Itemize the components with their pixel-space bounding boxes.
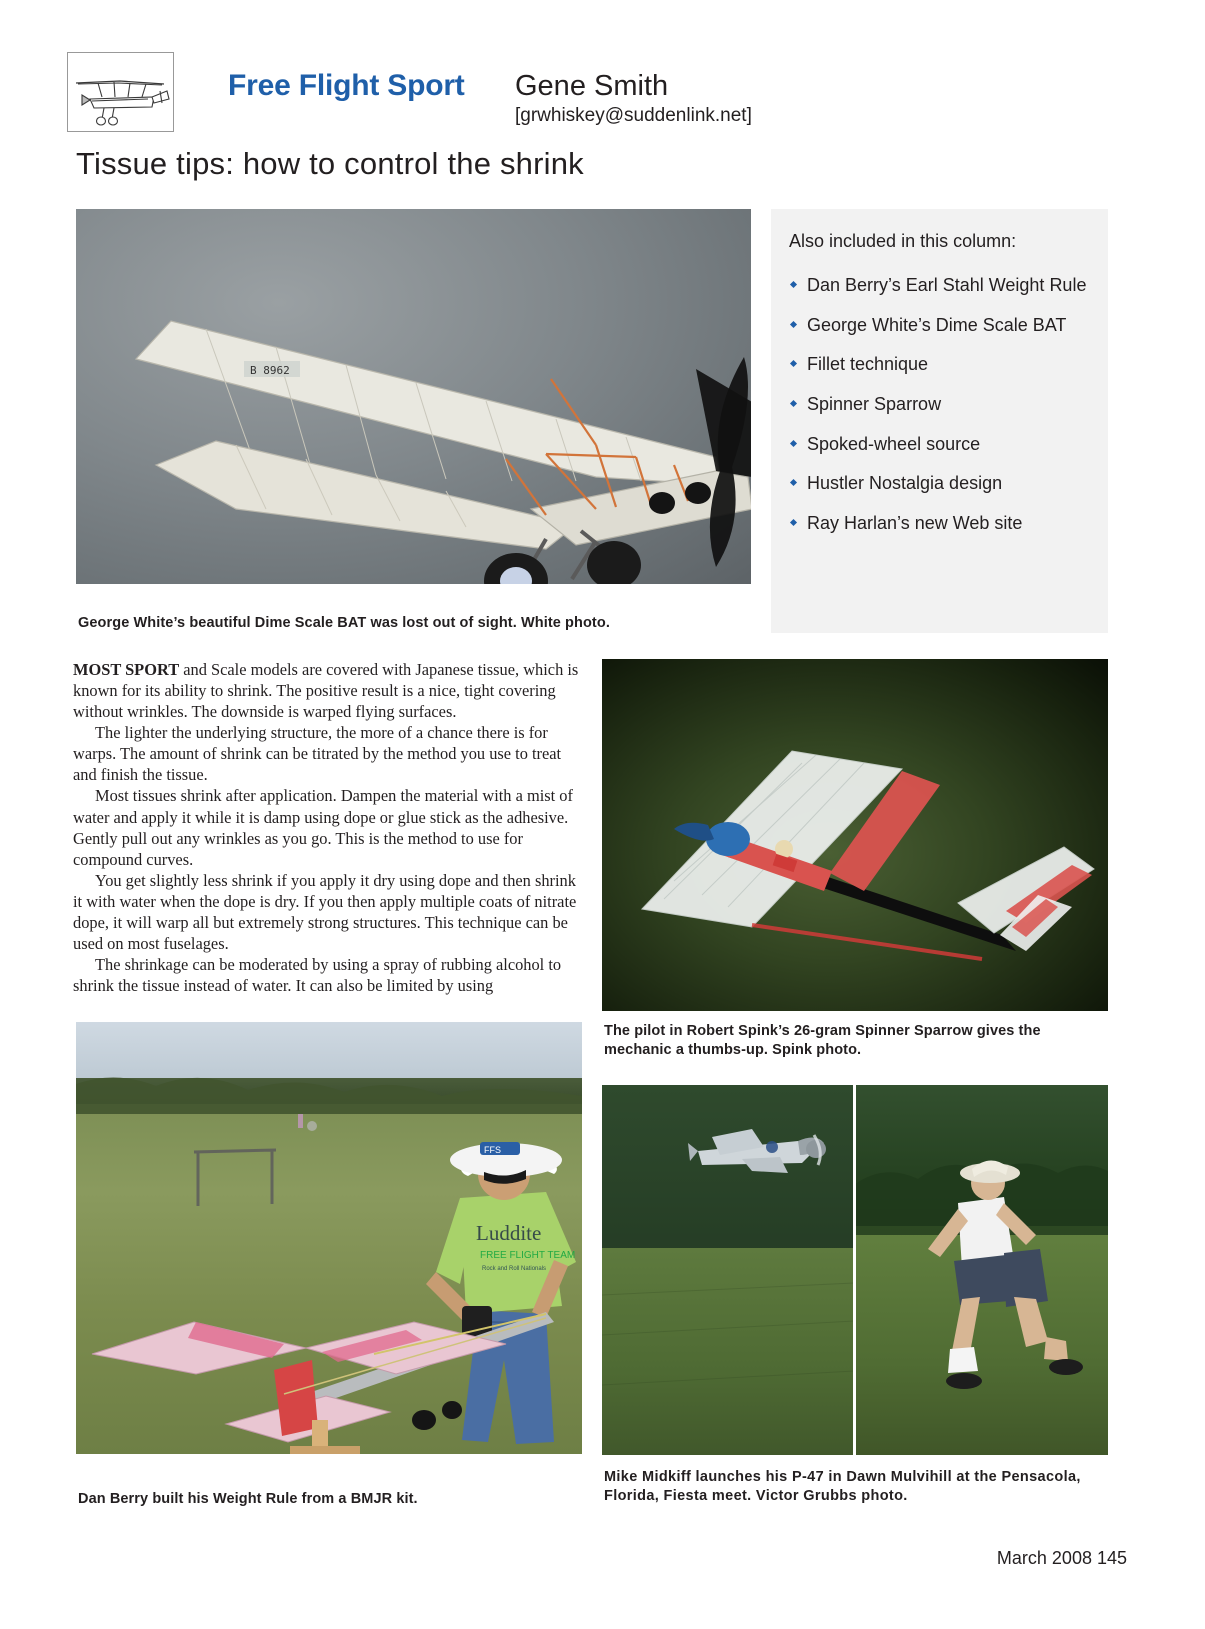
sidebar-item-3: [789, 353, 1094, 376]
body-paragraph-3: Most tissues shrink after application. Dampen the material with a mist of water and apply it while it is damp using dope or glue stick as the adhesive. Gently pull out any wrinkles as you go. This is the method to use for compound curves.: [73, 786, 573, 869]
bullet-icon: [790, 519, 797, 526]
body-lead-in: MOST SPORT: [73, 660, 180, 679]
sidebar-item-label: Hustler Nostalgia design: [807, 473, 1003, 494]
svg-text:B 8962: B 8962: [250, 364, 290, 377]
sidebar-item-label: Fillet technique: [807, 354, 929, 375]
sidebar-item-5: [789, 433, 1094, 456]
photo-caption-1: George White’s beautiful Dime Scale BAT was lost out of sight. White photo.: [78, 615, 610, 631]
body-paragraph-4: You get slightly less shrink if you apply it dry using dope and then shrink it with water when the dope is dry. If you then apply multiple coats of nitrate dope, it will warp all but extremely strong structures. This technique can be used on most fuselages.: [73, 870, 577, 954]
sidebar-item-label: Spinner Sparrow: [807, 394, 942, 415]
bullet-icon: [790, 281, 797, 288]
sidebar-title: Also included in this column:: [789, 231, 1017, 251]
sidebar-item-2: [789, 314, 1094, 337]
p47-launch-photo: [602, 1085, 1108, 1455]
photo-caption-2: The pilot in Robert Spink’s 26-gram Spinner Sparrow gives the mechanic a thumbs-up. Spink photo.: [604, 1023, 1041, 1059]
svg-text:FREE FLIGHT TEAM: FREE FLIGHT TEAM: [480, 1250, 576, 1261]
photo-caption-4: Mike Midkiff launches his P-47 in Dawn Mulvihill at the Pensacola, Florida, Fiesta meet. Victor Grubbs photo.: [604, 1469, 1081, 1505]
svg-text:FFS: FFS: [484, 1145, 501, 1155]
dime-scale-bat-photo: [76, 209, 751, 584]
bullet-icon: [790, 360, 797, 367]
sidebar-item-1: [789, 274, 1094, 297]
column-author: Gene Smith: [515, 70, 669, 102]
body-paragraph-2: The lighter the underlying structure, the more of a chance there is for warps. The amount of shrink can be titrated by the method you use to treat and finish the tissue.: [73, 723, 562, 785]
column-title: Free Flight Sport: [228, 69, 465, 102]
sidebar-list: [789, 274, 1094, 552]
sidebar-item-label: George White’s Dime Scale BAT: [807, 314, 1067, 335]
sidebar-item-label: Ray Harlan’s new Web site: [807, 513, 1023, 534]
bullet-icon: [790, 479, 797, 486]
sidebar-item-6: [789, 472, 1094, 495]
sidebar-item-label: Spoked-wheel source: [807, 433, 981, 454]
svg-text:Rock and Roll Nationals: Rock and Roll Nationals: [482, 1266, 547, 1272]
dan-berry-weight-rule-photo: [76, 1022, 582, 1454]
also-included-box: [771, 209, 1108, 633]
spinner-sparrow-photo: [602, 659, 1108, 1011]
body-paragraph-1-text: and Scale models are covered with Japanese tissue, which is known for its ability to shrink. The positive result is a nice, tight covering without wrinkles. The downside is warped flying surfaces.: [73, 660, 579, 722]
bullet-icon: [790, 400, 797, 407]
bullet-icon: [790, 440, 797, 447]
sidebar-item-7: [789, 512, 1094, 535]
column-masthead: [60, 47, 1150, 137]
body-paragraph-5: The shrinkage can be moderated by using a spray of rubbing alcohol to shrink the tissue instead of water. It can also be limited by using: [73, 955, 562, 996]
bullet-icon: [790, 321, 797, 328]
article-body: [73, 659, 581, 996]
svg-text:Luddite: Luddite: [476, 1221, 542, 1245]
sidebar-item-4: [789, 393, 1094, 416]
page-folio: March 2008 145: [996, 1548, 1127, 1568]
model-airplane-icon: [67, 52, 174, 132]
body-paragraph-1: [73, 659, 581, 722]
photo-caption-3: Dan Berry built his Weight Rule from a BMJR kit.: [78, 1491, 418, 1507]
author-email[interactable]: [grwhiskey@suddenlink.net]: [515, 105, 752, 126]
sidebar-item-label: Dan Berry’s Earl Stahl Weight Rule: [807, 275, 1087, 295]
page-headline: Tissue tips: how to control the shrink: [76, 146, 584, 181]
